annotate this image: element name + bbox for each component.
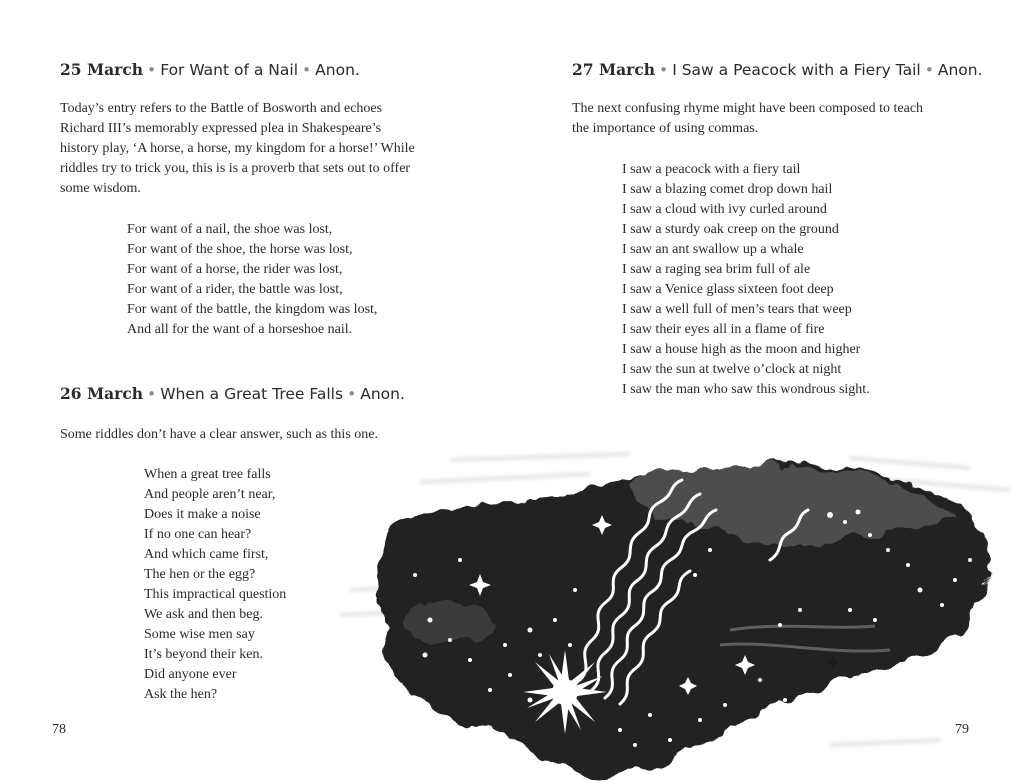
poem-line: If no one can hear? — [144, 527, 252, 542]
poem-line: I saw a peacock with a fiery tail — [622, 162, 801, 177]
page-number-left: 78 — [52, 722, 66, 737]
poem-line: For want of the shoe, the horse was lost, — [127, 242, 353, 257]
poem-line: I saw an ant swallow up a whale — [622, 242, 804, 257]
poem-line: For want of the battle, the kingdom was lost, — [127, 302, 378, 317]
poem-line: And which came first, — [144, 547, 269, 562]
intro-line: riddles try to trick you, this is is a proverb that sets out to offer — [60, 161, 411, 176]
right-page — [512, 0, 1024, 783]
poem-line: The hen or the egg? — [144, 567, 256, 582]
bullet-separator: • — [347, 385, 357, 403]
poem-line: It’s beyond their ken. — [144, 647, 263, 662]
poem-line: When a great tree falls — [144, 467, 271, 482]
bullet-separator: • — [659, 61, 669, 79]
poem-line: I saw a blazing comet drop down hail — [622, 182, 833, 197]
entry-heading-26-march — [60, 384, 405, 403]
poem-line: For want of a rider, the battle was lost, — [127, 282, 343, 297]
poem-when-a-great-tree-falls — [144, 465, 286, 705]
entry-author: Anon. — [360, 385, 405, 403]
poem-line: Some wise men say — [144, 627, 255, 642]
entry-date: 26 March — [60, 384, 144, 403]
entry-title: I Saw a Peacock with a Fiery Tail — [672, 61, 921, 79]
intro-line: some wisdom. — [60, 181, 141, 196]
intro-line: history play, ‘A horse, a horse, my kingdom for a horse!’ While — [60, 141, 415, 156]
poem-line: I saw a cloud with ivy curled around — [622, 202, 827, 217]
entry-heading-27-march — [572, 60, 983, 79]
poem-line: And all for the want of a horseshoe nail. — [127, 322, 353, 337]
poem-line: I saw a well full of men’s tears that weep — [622, 302, 852, 317]
entry-title: For Want of a Nail — [160, 61, 299, 79]
bullet-separator: • — [147, 385, 157, 403]
poem-line: I saw the man who saw this wondrous sight. — [622, 382, 870, 397]
poem-line: Did anyone ever — [144, 667, 237, 682]
poem-line: I saw the sun at twelve o’clock at night — [622, 362, 842, 377]
poem-line: I saw a sturdy oak creep on the ground — [622, 222, 839, 237]
poem-line: I saw a house high as the moon and higher — [622, 342, 861, 357]
poem-line: For want of a horse, the rider was lost, — [127, 262, 343, 277]
entry-intro-25-march — [60, 99, 415, 199]
page-number-right: 79 — [955, 722, 969, 737]
bullet-separator: • — [147, 61, 157, 79]
entry-author: Anon. — [315, 61, 360, 79]
poem-line: Ask the hen? — [144, 687, 218, 702]
intro-line: Some riddles don’t have a clear answer, such as this one. — [60, 427, 378, 442]
bullet-separator: • — [302, 61, 312, 79]
intro-line: Richard III’s memorably expressed plea in Shakespeare’s — [60, 121, 382, 136]
poem-line: I saw a Venice glass sixteen foot deep — [622, 282, 834, 297]
poem-line: And people aren’t near, — [144, 487, 276, 502]
poem-line: This impractical question — [144, 587, 287, 602]
intro-line: the importance of using commas. — [572, 121, 759, 136]
poem-line: I saw their eyes all in a flame of fire — [622, 322, 825, 337]
entry-title: When a Great Tree Falls — [160, 385, 344, 403]
poem-line: Does it make a noise — [144, 507, 261, 522]
intro-line: The next confusing rhyme might have been composed to teach — [572, 101, 924, 116]
poem-line: We ask and then beg. — [144, 607, 263, 622]
entry-intro-27-march — [572, 99, 923, 139]
poem-line: I saw a raging sea brim full of ale — [622, 262, 811, 277]
entry-heading-25-march — [60, 60, 360, 79]
entry-date: 25 March — [60, 60, 144, 79]
entry-author: Anon. — [937, 61, 983, 79]
bullet-separator: • — [924, 61, 934, 79]
entry-date: 27 March — [572, 60, 656, 79]
poem-for-want-of-a-nail — [127, 220, 377, 340]
poem-line: For want of a nail, the shoe was lost, — [127, 222, 333, 237]
poem-i-saw-a-peacock — [622, 160, 870, 400]
intro-line: Today’s entry refers to the Battle of Bosworth and echoes — [60, 101, 383, 116]
